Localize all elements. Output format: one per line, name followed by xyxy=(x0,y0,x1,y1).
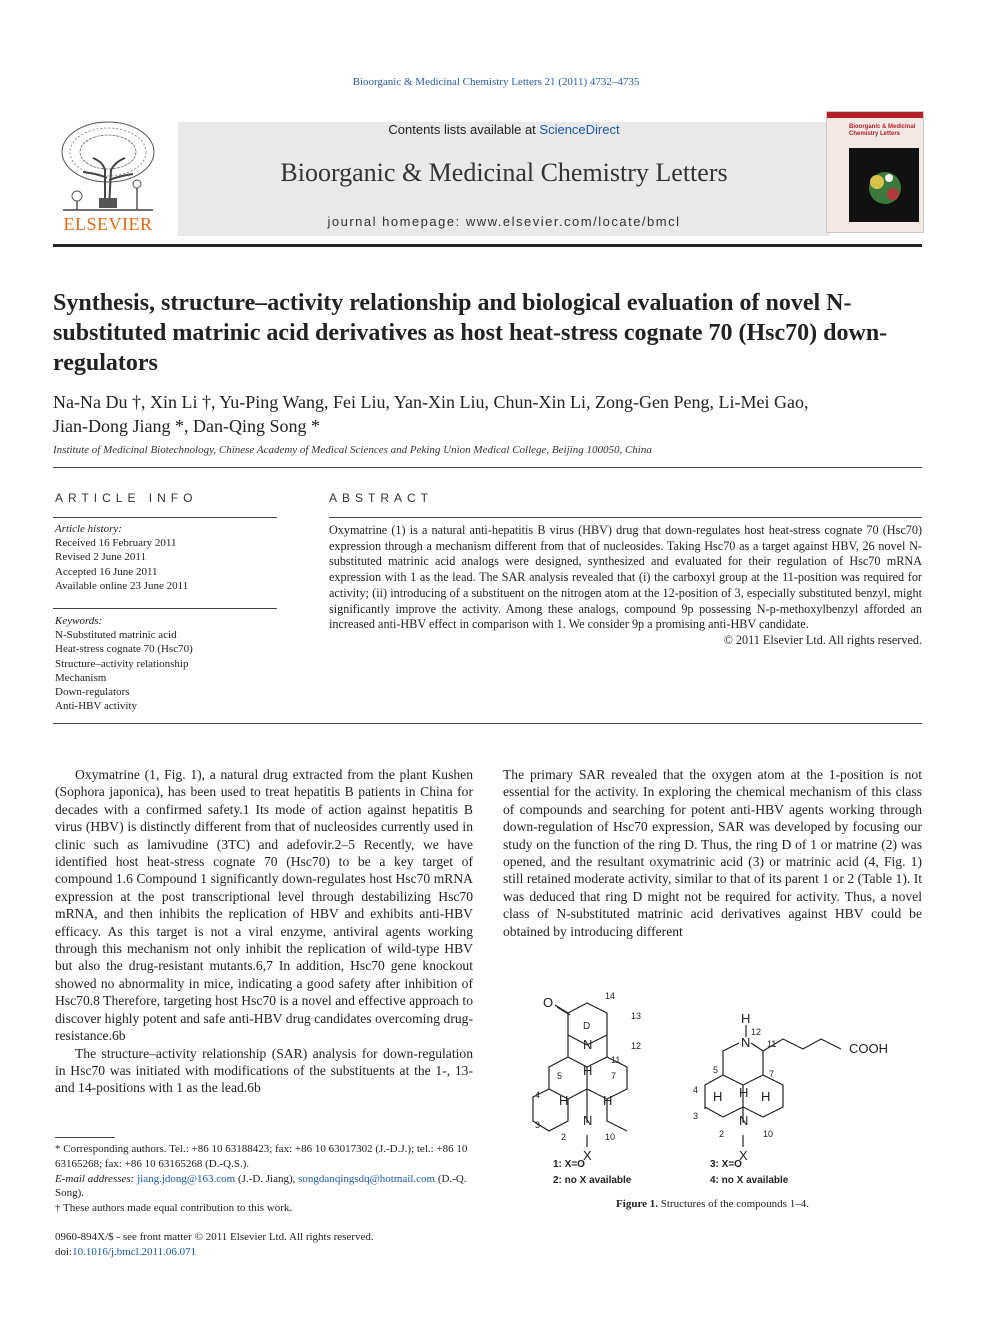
journal-banner xyxy=(178,122,830,236)
atom-O: O xyxy=(543,995,554,1010)
front-matter-info xyxy=(55,1230,473,1260)
email-link-jiang[interactable]: jiang.jdong@163.com xyxy=(137,1172,236,1185)
article-info-rule xyxy=(53,517,277,518)
article-info-heading: ARTICLE INFO xyxy=(55,491,198,505)
figure-1 xyxy=(503,985,922,1190)
legend-compound-4: 4: no X available xyxy=(710,1175,789,1186)
contents-line xyxy=(178,122,830,137)
article-history xyxy=(55,522,277,593)
atom-H: H xyxy=(761,1089,771,1104)
legend-compound-2: 2: no X available xyxy=(553,1175,632,1186)
atom-N: N xyxy=(583,1037,593,1052)
corresponding-footnote: * Corresponding authors. Tel.: +86 10 63188423; fax: +86 10 63017302 (J.-D.J.); tel.: +86 10 63165268; fax: +86 10 63165268 (D.-Q.S.). xyxy=(55,1143,468,1170)
homepage-label: journal homepage: xyxy=(327,214,466,229)
doi-line xyxy=(55,1245,473,1260)
position-4: 4 xyxy=(535,1090,541,1100)
body-paragraph-1: Oxymatrine (1, Fig. 1), a natural drug extracted from the plant Kushen (Sophora japonica), has been used to treat hepatitis B patients in China for decades with a confirmed safety.1 Its mode of action against hepatitis B virus (HBV) is distinctly different from that of nucleosides currently used in clinic such as lamivudine (3TC) and adefovir.2–5 Recently, we have identified host heat-stress cognate 70 (Hsc70) to be a key target of compound 1.6 Compound 1 significantly down-regulates host Hsc70 mRNA expression at the post transcriptional level through destabilizing Hsc70 mRNA, and then inhibits the replication of HBV and exhibits anti-HBV efficacy. As this target is not a viral enzyme, antiviral agents working through this mechanism not only inhibit the replication of wild-type HBV but also the drug-resistant mutants.6,7 In addition, Hsc70 gene knockout showed no abnormality in mice, indicating a good safety after inhibition of Hsc70.8 Therefore, targeting host Hsc70 is a novel and effective approach to discover highly potent and safe anti-HBV drug candidates overcoming drug-resistance.6b xyxy=(55,767,473,1044)
atom-H: H xyxy=(739,1085,749,1100)
elsevier-wordmark: ELSEVIER xyxy=(63,214,153,234)
structure-1-atoms xyxy=(543,995,612,1163)
position-2: 2 xyxy=(561,1132,567,1142)
body-paragraph-3: The primary SAR revealed that the oxygen atom at the 1-position is not essential for the activity. In exploring the chemical mechanism of this class of compounds and searching for potent anti-HBV agents working through down-regulation of Hsc70 expression, SAR was developed by focusing our study on the function of the ring D. Thus, the ring D of 1 or matrine (2) was opened, and the resultant oxymatrinic acid (3) or matrinic acid (4, Fig. 1) still retained moderate activity, similar to that of its parent 1 or 2 (Table 1). It was deduced that ring D might not be required for activity. Thus, a novel class of N-substituted matrinic acid derivatives against HBV could be obtained by introducing different xyxy=(503,767,922,939)
abstract-text: Oxymatrine (1) is a natural anti-hepatitis B virus (HBV) drug that down-regulates host heat-stress cognate 70 (Hsc70) expression through a mechanism different from that of nucleosides. Taking Hsc70 as a target against HBV, 26 novel N-substituted matrinic acid analogs were designed, synthesized and evaluated for their regulation of Hsc70 mRNA expression with 1 as the lead. The SAR analysis revealed that (i) the carboxyl group at the 11-position was required for activity; (ii) introducing of a substituent on the nitrogen atom at the 12-position of 3, especially substituted benzyl, might significantly improve the activity. Among these analogs, compound 9p possessing N-p-methoxylbenzyl afforded an increased anti-HBV effect in comparison with 1. We consider 9p a promising anti-HBV candidate. xyxy=(329,523,922,632)
position-5: 5 xyxy=(557,1071,563,1081)
cover-title: Bioorganic & Medicinal Chemistry Letters xyxy=(849,124,916,137)
legend-compound-1: 1: X=O xyxy=(553,1159,585,1170)
position-4: 4 xyxy=(693,1085,699,1095)
position-11: 11 xyxy=(767,1039,777,1049)
atom-H: H xyxy=(603,1093,613,1108)
email-link-song[interactable]: songdanqingsdq@hotmail.com xyxy=(298,1172,436,1185)
journal-citation[interactable]: Bioorganic & Medicinal Chemistry Letters 21 (2011) 4732–4735 xyxy=(352,76,640,88)
history-label: Article history: xyxy=(55,523,122,535)
author-list xyxy=(53,390,922,438)
abstract-copyright: © 2011 Elsevier Ltd. All rights reserved. xyxy=(723,632,922,647)
homepage-url[interactable]: www.elsevier.com/locate/bmcl xyxy=(465,214,681,229)
affiliation-rule xyxy=(53,467,922,468)
chemical-structures-diagram xyxy=(503,985,922,1190)
structure-3-atoms xyxy=(713,1011,888,1163)
keyword-item: Structure–activity relationship xyxy=(55,657,189,670)
keywords-label: Keywords: xyxy=(55,615,103,627)
atom-COOH: COOH xyxy=(849,1041,888,1056)
article-title: Synthesis, structure–activity relationship and biological evaluation of novel N-substituted matrinic acid derivatives as host heat-stress cognate 70 (Hsc70) down-regulators xyxy=(53,290,888,376)
cover-band xyxy=(827,112,923,118)
footnote-rule xyxy=(55,1137,115,1138)
position-13: 13 xyxy=(631,1011,642,1021)
molecule-art-icon xyxy=(849,148,919,222)
doi-label: doi: xyxy=(55,1245,73,1258)
position-10: 10 xyxy=(605,1132,616,1142)
journal-homepage xyxy=(178,214,830,229)
position-3: 3 xyxy=(535,1120,541,1130)
keyword-item: N-Substituted matrinic acid xyxy=(55,629,177,642)
equal-contribution-footnote: † These authors made equal contribution to this work. xyxy=(55,1202,293,1215)
authors-line-2: Jian-Dong Jiang *, Dan-Qing Song * xyxy=(53,416,320,436)
body-column-left xyxy=(55,766,473,1097)
email-owner-song: (D.-Q. Song). xyxy=(55,1172,467,1200)
body-column-right xyxy=(503,766,922,940)
position-2: 2 xyxy=(719,1129,725,1139)
contents-prefix: Contents lists available at xyxy=(388,122,540,137)
journal-cover xyxy=(826,111,924,233)
position-5: 5 xyxy=(713,1065,719,1075)
position-12: 12 xyxy=(751,1027,762,1037)
legend-compound-3: 3: X=O xyxy=(710,1159,742,1170)
atom-X: X xyxy=(739,1148,748,1163)
position-3: 3 xyxy=(693,1111,699,1121)
position-11: 11 xyxy=(611,1055,621,1065)
ring-label-D: D xyxy=(583,1021,591,1032)
atom-H: H xyxy=(583,1063,593,1078)
structure-3-numbers xyxy=(693,1027,776,1139)
footnotes xyxy=(55,1142,473,1216)
abstract-rule xyxy=(329,517,922,518)
figure-caption xyxy=(503,1198,922,1210)
atom-X: X xyxy=(583,1148,592,1163)
history-item: Available online 23 June 2011 xyxy=(55,579,189,592)
header-rule xyxy=(53,244,922,247)
elsevier-logo xyxy=(53,118,163,236)
atom-N: N xyxy=(741,1035,751,1050)
structure-3-legend xyxy=(710,1159,789,1186)
front-matter-rule xyxy=(53,723,922,724)
journal-title: Bioorganic & Medicinal Chemistry Letters xyxy=(280,158,728,187)
abstract-heading: ABSTRACT xyxy=(329,491,434,505)
keyword-item: Mechanism xyxy=(55,671,107,684)
figure-caption-label: Figure 1. xyxy=(616,1198,659,1210)
email-footnote xyxy=(55,1172,473,1202)
affiliation: Institute of Medicinal Biotechnology, Chinese Academy of Medical Sciences and Peking Union Medical College, Beijing 100050, China xyxy=(53,444,652,456)
position-10: 10 xyxy=(763,1129,774,1139)
atom-N: N xyxy=(583,1113,593,1128)
history-item: Accepted 16 June 2011 xyxy=(55,565,158,578)
body-paragraph-2: The structure–activity relationship (SAR) analysis for down-regulation in Hsc70 was initiated with modifications of the substituents at the 1-, 13- and 14-positions with 1 as the lead.6b xyxy=(55,1045,473,1096)
sciencedirect-link[interactable]: ScienceDirect xyxy=(539,122,620,137)
position-14: 14 xyxy=(605,991,616,1001)
atom-N: N xyxy=(739,1113,749,1128)
history-item: Revised 2 June 2011 xyxy=(55,551,146,564)
atom-H: H xyxy=(741,1011,751,1026)
keyword-item: Anti-HBV activity xyxy=(55,700,137,713)
cover-artwork xyxy=(849,148,919,222)
atom-H: H xyxy=(713,1089,723,1104)
keywords-rule xyxy=(53,608,277,609)
keywords xyxy=(55,614,277,713)
doi-link[interactable]: 10.1016/j.bmcl.2011.06.071 xyxy=(72,1245,197,1258)
keyword-item: Heat-stress cognate 70 (Hsc70) xyxy=(55,643,193,656)
email-label: E-mail addresses: xyxy=(55,1172,138,1185)
abstract-body xyxy=(329,523,922,649)
email-owner-jiang: (J.-D. Jiang), xyxy=(235,1172,299,1185)
authors-line-1: Na-Na Du †, Xin Li †, Yu-Ping Wang, Fei Liu, Yan-Xin Liu, Chun-Xin Li, Zong-Gen Peng, Li-Mei Gao, xyxy=(53,392,809,412)
keyword-item: Down-regulators xyxy=(55,686,130,699)
position-7: 7 xyxy=(611,1071,617,1081)
atom-H: H xyxy=(559,1093,569,1108)
position-7: 7 xyxy=(769,1069,775,1079)
structure-1-legend xyxy=(553,1159,632,1186)
history-item: Received 16 February 2011 xyxy=(55,537,177,550)
elsevier-tree-icon xyxy=(53,118,163,214)
figure-caption-text: Structures of the compounds 1–4. xyxy=(658,1198,809,1210)
issn-line: 0960-894X/$ - see front matter © 2011 Elsevier Ltd. All rights reserved. xyxy=(55,1231,374,1243)
position-12: 12 xyxy=(631,1041,642,1051)
